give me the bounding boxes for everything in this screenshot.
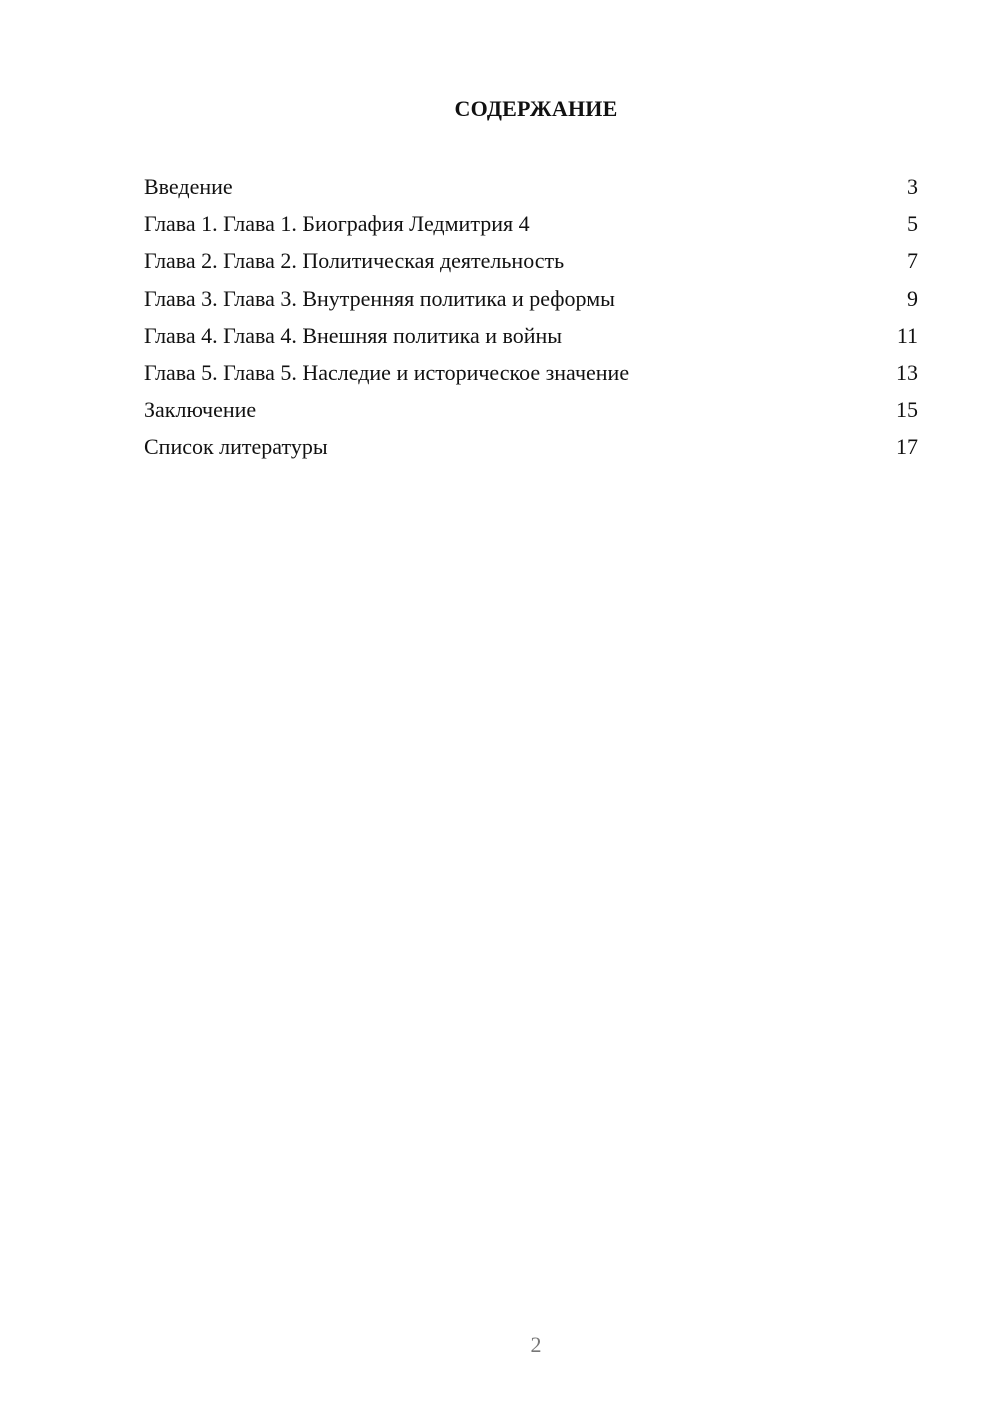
toc-entry [144, 428, 918, 465]
toc-entry-label: Глава 5. Глава 5. Наследие и историческое значение [144, 359, 630, 385]
toc-entry [144, 168, 918, 205]
toc-entry-page: 9 [907, 285, 918, 311]
toc-entry [144, 354, 918, 391]
toc-entry-page: 17 [896, 434, 918, 460]
toc-entry-page: 7 [907, 248, 918, 274]
toc-entry-page: 15 [896, 397, 918, 423]
toc-entry-page: 3 [907, 174, 918, 199]
page-number: 2 [530, 1332, 542, 1357]
page-title: СОДЕРЖАНИЕ [454, 96, 618, 121]
toc-entry-page: 5 [907, 211, 918, 237]
toc-entry [144, 242, 918, 279]
toc-entry-page: 11 [896, 322, 918, 348]
toc-entry-label: Глава 4. Глава 4. Внешняя политика и войны [144, 322, 563, 348]
toc-entry [144, 280, 918, 317]
toc-entry-page: 13 [896, 359, 918, 385]
toc-entry-label: Заключение [144, 397, 257, 423]
toc-entry-label: Глава 3. Глава 3. Внутренняя политика и реформы [144, 285, 615, 311]
toc-entry-label: Список литературы [144, 434, 328, 460]
toc-entry-label: Глава 2. Глава 2. Политическая деятельность [144, 248, 565, 274]
toc-entry-label: Введение [144, 174, 233, 199]
toc-entry [144, 317, 918, 354]
toc-entry [144, 391, 918, 428]
toc-entry-label: Глава 1. Глава 1. Биография Ледмитрия 4 [144, 211, 530, 237]
toc-entry [144, 205, 918, 242]
table-of-contents [144, 168, 918, 466]
